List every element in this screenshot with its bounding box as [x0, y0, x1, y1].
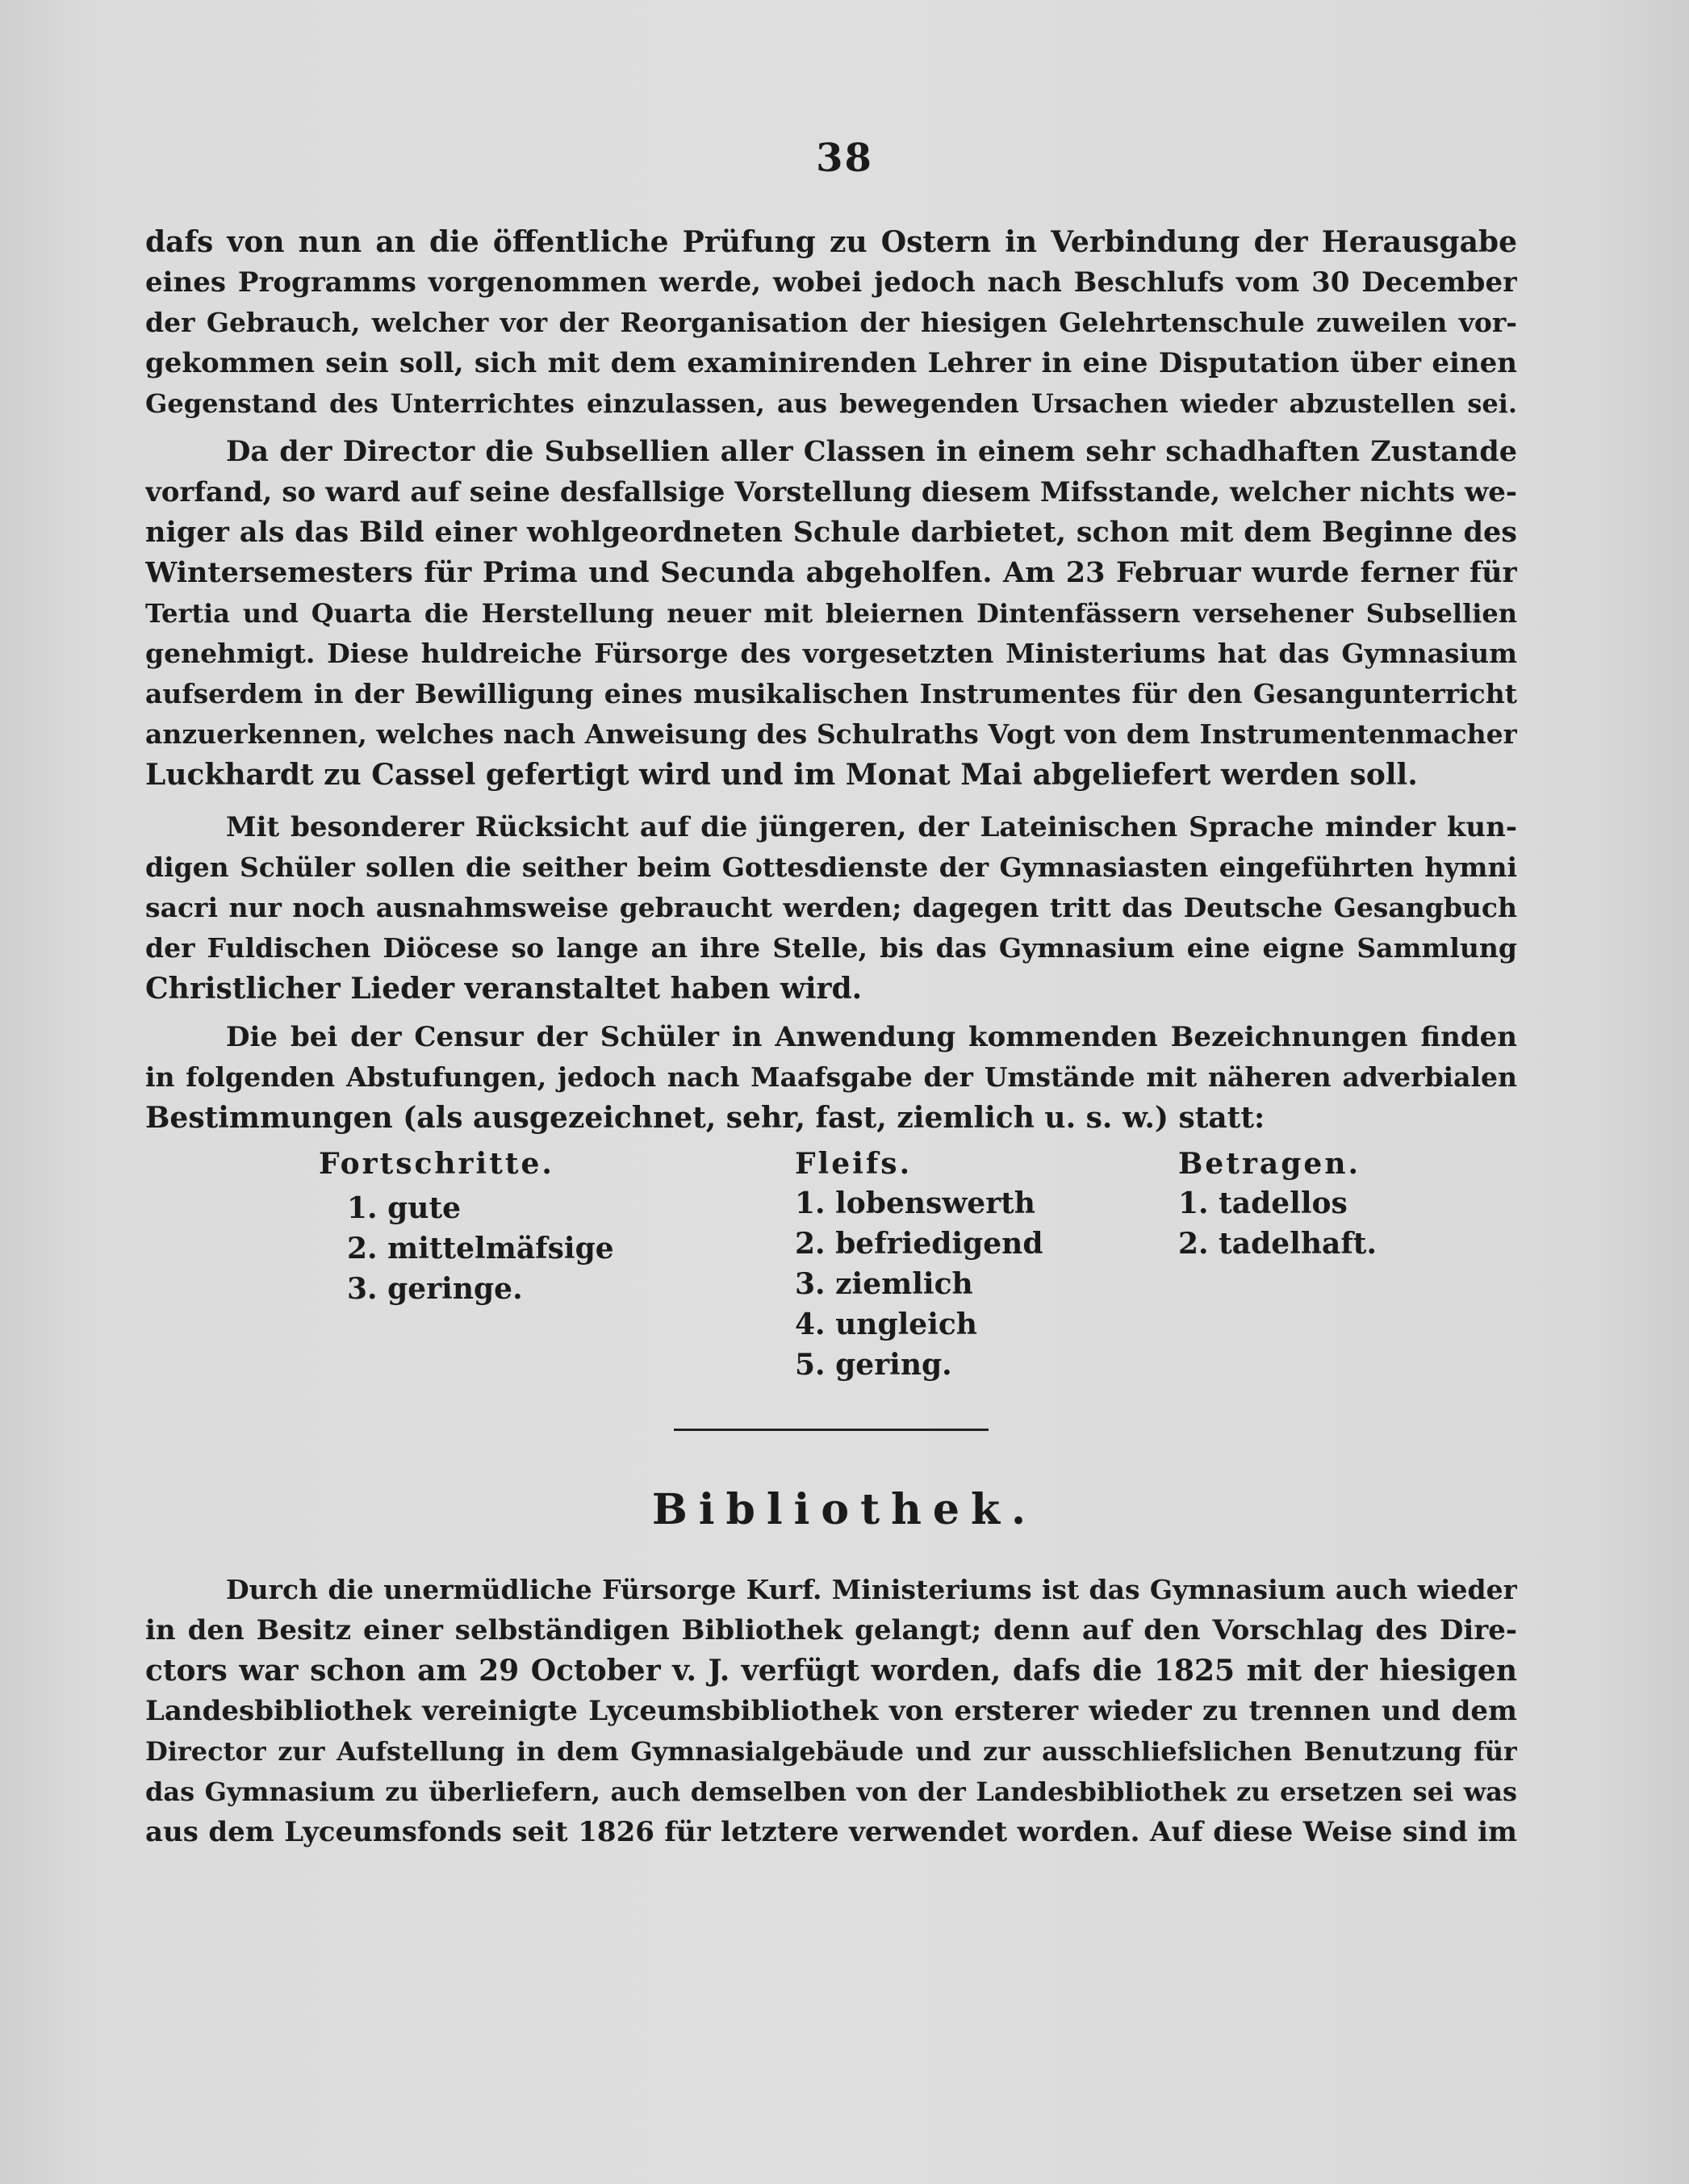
- text-line: anzuerkennen, welches nach Anweisung des Schulraths Vogt von dem Instrumentenmacher: [145, 718, 1517, 750]
- paragraph-1: [145, 222, 1517, 424]
- grade-item: 4. ungleich: [795, 1307, 977, 1341]
- text-line: der Fuldischen Diöcese so lange an ihre Stelle, bis das Gymnasium eine eigne Sammlung: [145, 932, 1517, 964]
- text-line: in folgenden Abstufungen, jedoch nach Maafsgabe der Umstände mit näheren adverbialen: [145, 1061, 1517, 1093]
- section-heading: Bibliothek.: [651, 1485, 1038, 1534]
- column-heading: Fleifs.: [795, 1147, 913, 1181]
- grade-item: 1. lobenswerth: [795, 1186, 1035, 1220]
- page-number: 38: [816, 136, 873, 181]
- text-line: Durch die unermüdliche Fürsorge Kurf. Ministeriums ist das Gymnasium auch wieder: [226, 1574, 1517, 1605]
- text-line: Christlicher Lieder veranstaltet haben wird.: [145, 972, 863, 1006]
- text-line: Tertia und Quarta die Herstellung neuer mit bleiernen Dintenfässern versehener Subsellien: [145, 598, 1517, 629]
- paragraph-2: [145, 432, 1517, 795]
- text-line: Die bei der Censur der Schüler in Anwendung kommenden Bezeichnungen finden: [226, 1021, 1517, 1053]
- text-line: Landesbibliothek vereinigte Lyceumsbibliothek von ersterer wieder zu trennen und dem: [145, 1695, 1517, 1727]
- text-line: das Gymnasium zu überliefern, auch demselben von der Landesbibliothek zu ersetzen sei was: [145, 1776, 1517, 1807]
- paragraph-5: [145, 1570, 1517, 1852]
- text-line: Director zur Aufstellung in dem Gymnasialgebäude und zur ausschliefslichen Benutzung für: [145, 1736, 1517, 1767]
- grade-item: 1. tadellos: [1178, 1186, 1348, 1220]
- grade-item: 3. ziemlich: [795, 1267, 973, 1301]
- text-line: niger als das Bild einer wohlgeordneten Schule darbietet, schon mit dem Beginne des: [145, 516, 1517, 549]
- text-line: Bestimmungen (als ausgezeichnet, sehr, fast, ziemlich u. s. w.) statt:: [145, 1101, 1265, 1135]
- grades-fortschritte-column: [319, 1146, 614, 1309]
- text-line: in den Besitz einer selbständigen Bibliothek gelangt; denn auf den Vorschlag des Dire-: [145, 1614, 1517, 1646]
- text-line: gekommen sein soll, sich mit dem examinirenden Lehrer in eine Disputation über einen: [145, 347, 1517, 379]
- column-heading: Fortschritte.: [319, 1147, 554, 1181]
- grade-item: 2. mittelmäfsige: [347, 1232, 614, 1266]
- grade-item: 2. tadelhaft.: [1178, 1227, 1377, 1261]
- text-line: Da der Director die Subsellien aller Classen in einem sehr schadhaften Zustande: [226, 435, 1517, 468]
- text-line: genehmigt. Diese huldreiche Fürsorge des vorgesetzten Ministeriums hat das Gymnasium: [145, 638, 1517, 669]
- section-divider: [674, 1429, 989, 1431]
- text-line: der Gebrauch, welcher vor der Reorganisation der hiesigen Gelehrtenschule zuweilen vor-: [145, 307, 1517, 338]
- paragraph-4: [145, 1017, 1517, 1138]
- text-line: Gegenstand des Unterrichtes einzulassen, aus bewegenden Ursachen wieder abzustellen sei.: [145, 388, 1517, 419]
- text-line: aufserdem in der Bewilligung eines musikalischen Instrumentes für den Gesangunterricht: [145, 678, 1517, 709]
- grade-item: 2. befriedigend: [795, 1227, 1043, 1261]
- text-line: vorfand, so ward auf seine desfallsige Vorstellung diesem Mifsstande, welcher nichts we-: [145, 476, 1517, 508]
- text-line: aus dem Lyceumsfonds seit 1826 für letztere verwendet worden. Auf diese Weise sind im: [145, 1816, 1517, 1848]
- text-line: sacri nur noch ausnahmsweise gebraucht werden; dagegen tritt das Deutsche Gesangbuch: [145, 892, 1517, 923]
- grade-item: 1. gute: [347, 1191, 461, 1225]
- grades-betragen-column: [1178, 1146, 1377, 1264]
- grade-item: 5. gering.: [795, 1348, 952, 1382]
- text-line: eines Programms vorgenommen werde, wobei jedoch nach Beschlufs vom 30 December: [145, 266, 1517, 299]
- text-line: Mit besonderer Rücksicht auf die jüngeren, der Lateinischen Sprache minder kun-: [226, 811, 1517, 843]
- text-line: ctors war schon am 29 October v. J. verfügt worden, dafs die 1825 mit der hiesigen: [145, 1654, 1517, 1688]
- text-line: Luckhardt zu Cassel gefertigt wird und im Monat Mai abgeliefert werden soll.: [145, 758, 1418, 792]
- text-line: dafs von nun an die öffentliche Prüfung zu Ostern in Verbindung der Herausgabe: [145, 225, 1517, 259]
- paragraph-3: [145, 807, 1517, 1009]
- text-line: Wintersemesters für Prima und Secunda abgeholfen. Am 23 Februar wurde ferner für: [145, 556, 1517, 589]
- grades-fleiss-column: [795, 1146, 1043, 1385]
- grade-item: 3. geringe.: [347, 1272, 523, 1306]
- text-line: digen Schüler sollen die seither beim Gottesdienste der Gymnasiasten eingeführten hymni: [145, 851, 1517, 883]
- column-heading: Betragen.: [1178, 1147, 1361, 1181]
